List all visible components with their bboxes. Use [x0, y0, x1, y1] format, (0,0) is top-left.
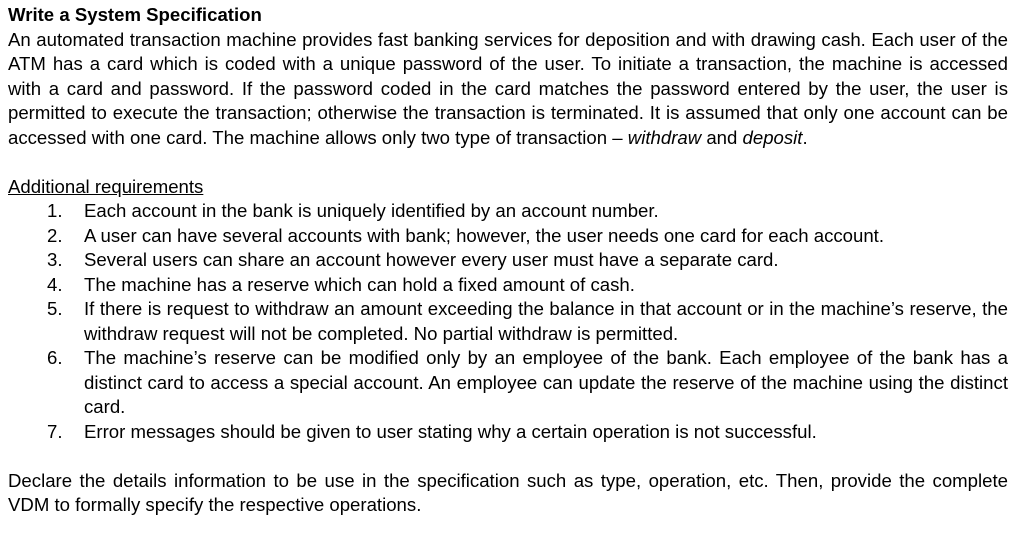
- list-item-text: If there is request to withdraw an amount exceeding the balance in that account or in the machine’s reserve, the withdraw request will not be completed. No partial withdraw is permitted.: [84, 298, 1008, 344]
- additional-requirements-heading: Additional requirements: [8, 175, 204, 197]
- intro-paragraph: [8, 28, 1008, 151]
- list-item: [8, 199, 1008, 224]
- deposit-term: deposit: [742, 126, 803, 148]
- list-item-text: Each account in the bank is uniquely identified by an account number.: [84, 200, 659, 221]
- list-item-number: 1.: [47, 200, 63, 221]
- intro-end: .: [802, 126, 808, 148]
- withdraw-term: withdraw: [627, 126, 702, 148]
- list-item: [8, 346, 1008, 420]
- requirements-list: [8, 199, 1008, 444]
- list-item-text: A user can have several accounts with bank; however, the user needs one card for each account.: [84, 224, 885, 246]
- list-item-number: 7.: [47, 420, 63, 442]
- list-item: [8, 248, 1008, 273]
- list-item-number: 6.: [47, 347, 63, 368]
- list-item-text: The machine has a reserve which can hold a fixed amount of cash.: [84, 273, 635, 295]
- list-item-number: 3.: [47, 249, 63, 270]
- intro-text: An automated transaction machine provides fast banking services for deposition and with drawing cash. Each user of the ATM has a card which is coded with a unique password of the user. To initiate a transaction, the machine is accessed with a card and password. If the password coded in the card matches the password entered by the user, the user is permitted to execute the transaction; otherwise the transaction is terminated. It is assumed that only one account can be accessed with one card. The machine allows only two type of transaction –: [8, 28, 1008, 148]
- spacer: [8, 444, 1008, 469]
- list-item-text: The machine’s reserve can be modified only by an employee of the bank. Each employee of the bank has a distinct card to access a special account. An employee can update the reserve of the machine using the distinct card.: [84, 347, 1008, 417]
- list-item: [8, 297, 1008, 346]
- list-item: [8, 420, 1008, 445]
- list-item: [8, 224, 1008, 249]
- list-item-number: 2.: [47, 224, 63, 246]
- list-item-text: Several users can share an account however every user must have a separate card.: [84, 249, 779, 270]
- document-title: Write a System Specification: [8, 4, 262, 25]
- list-item: [8, 273, 1008, 298]
- list-item-number: 4.: [47, 273, 63, 295]
- list-item-text: Error messages should be given to user stating why a certain operation is not successful.: [84, 420, 817, 442]
- closing-paragraph: Declare the details information to be use in the specification such as type, operation, etc. Then, provide the complete VDM to formally specify the respective operations.: [8, 469, 1008, 515]
- spacer: [8, 150, 1008, 175]
- intro-and: and: [701, 126, 743, 148]
- list-item-number: 5.: [47, 298, 63, 319]
